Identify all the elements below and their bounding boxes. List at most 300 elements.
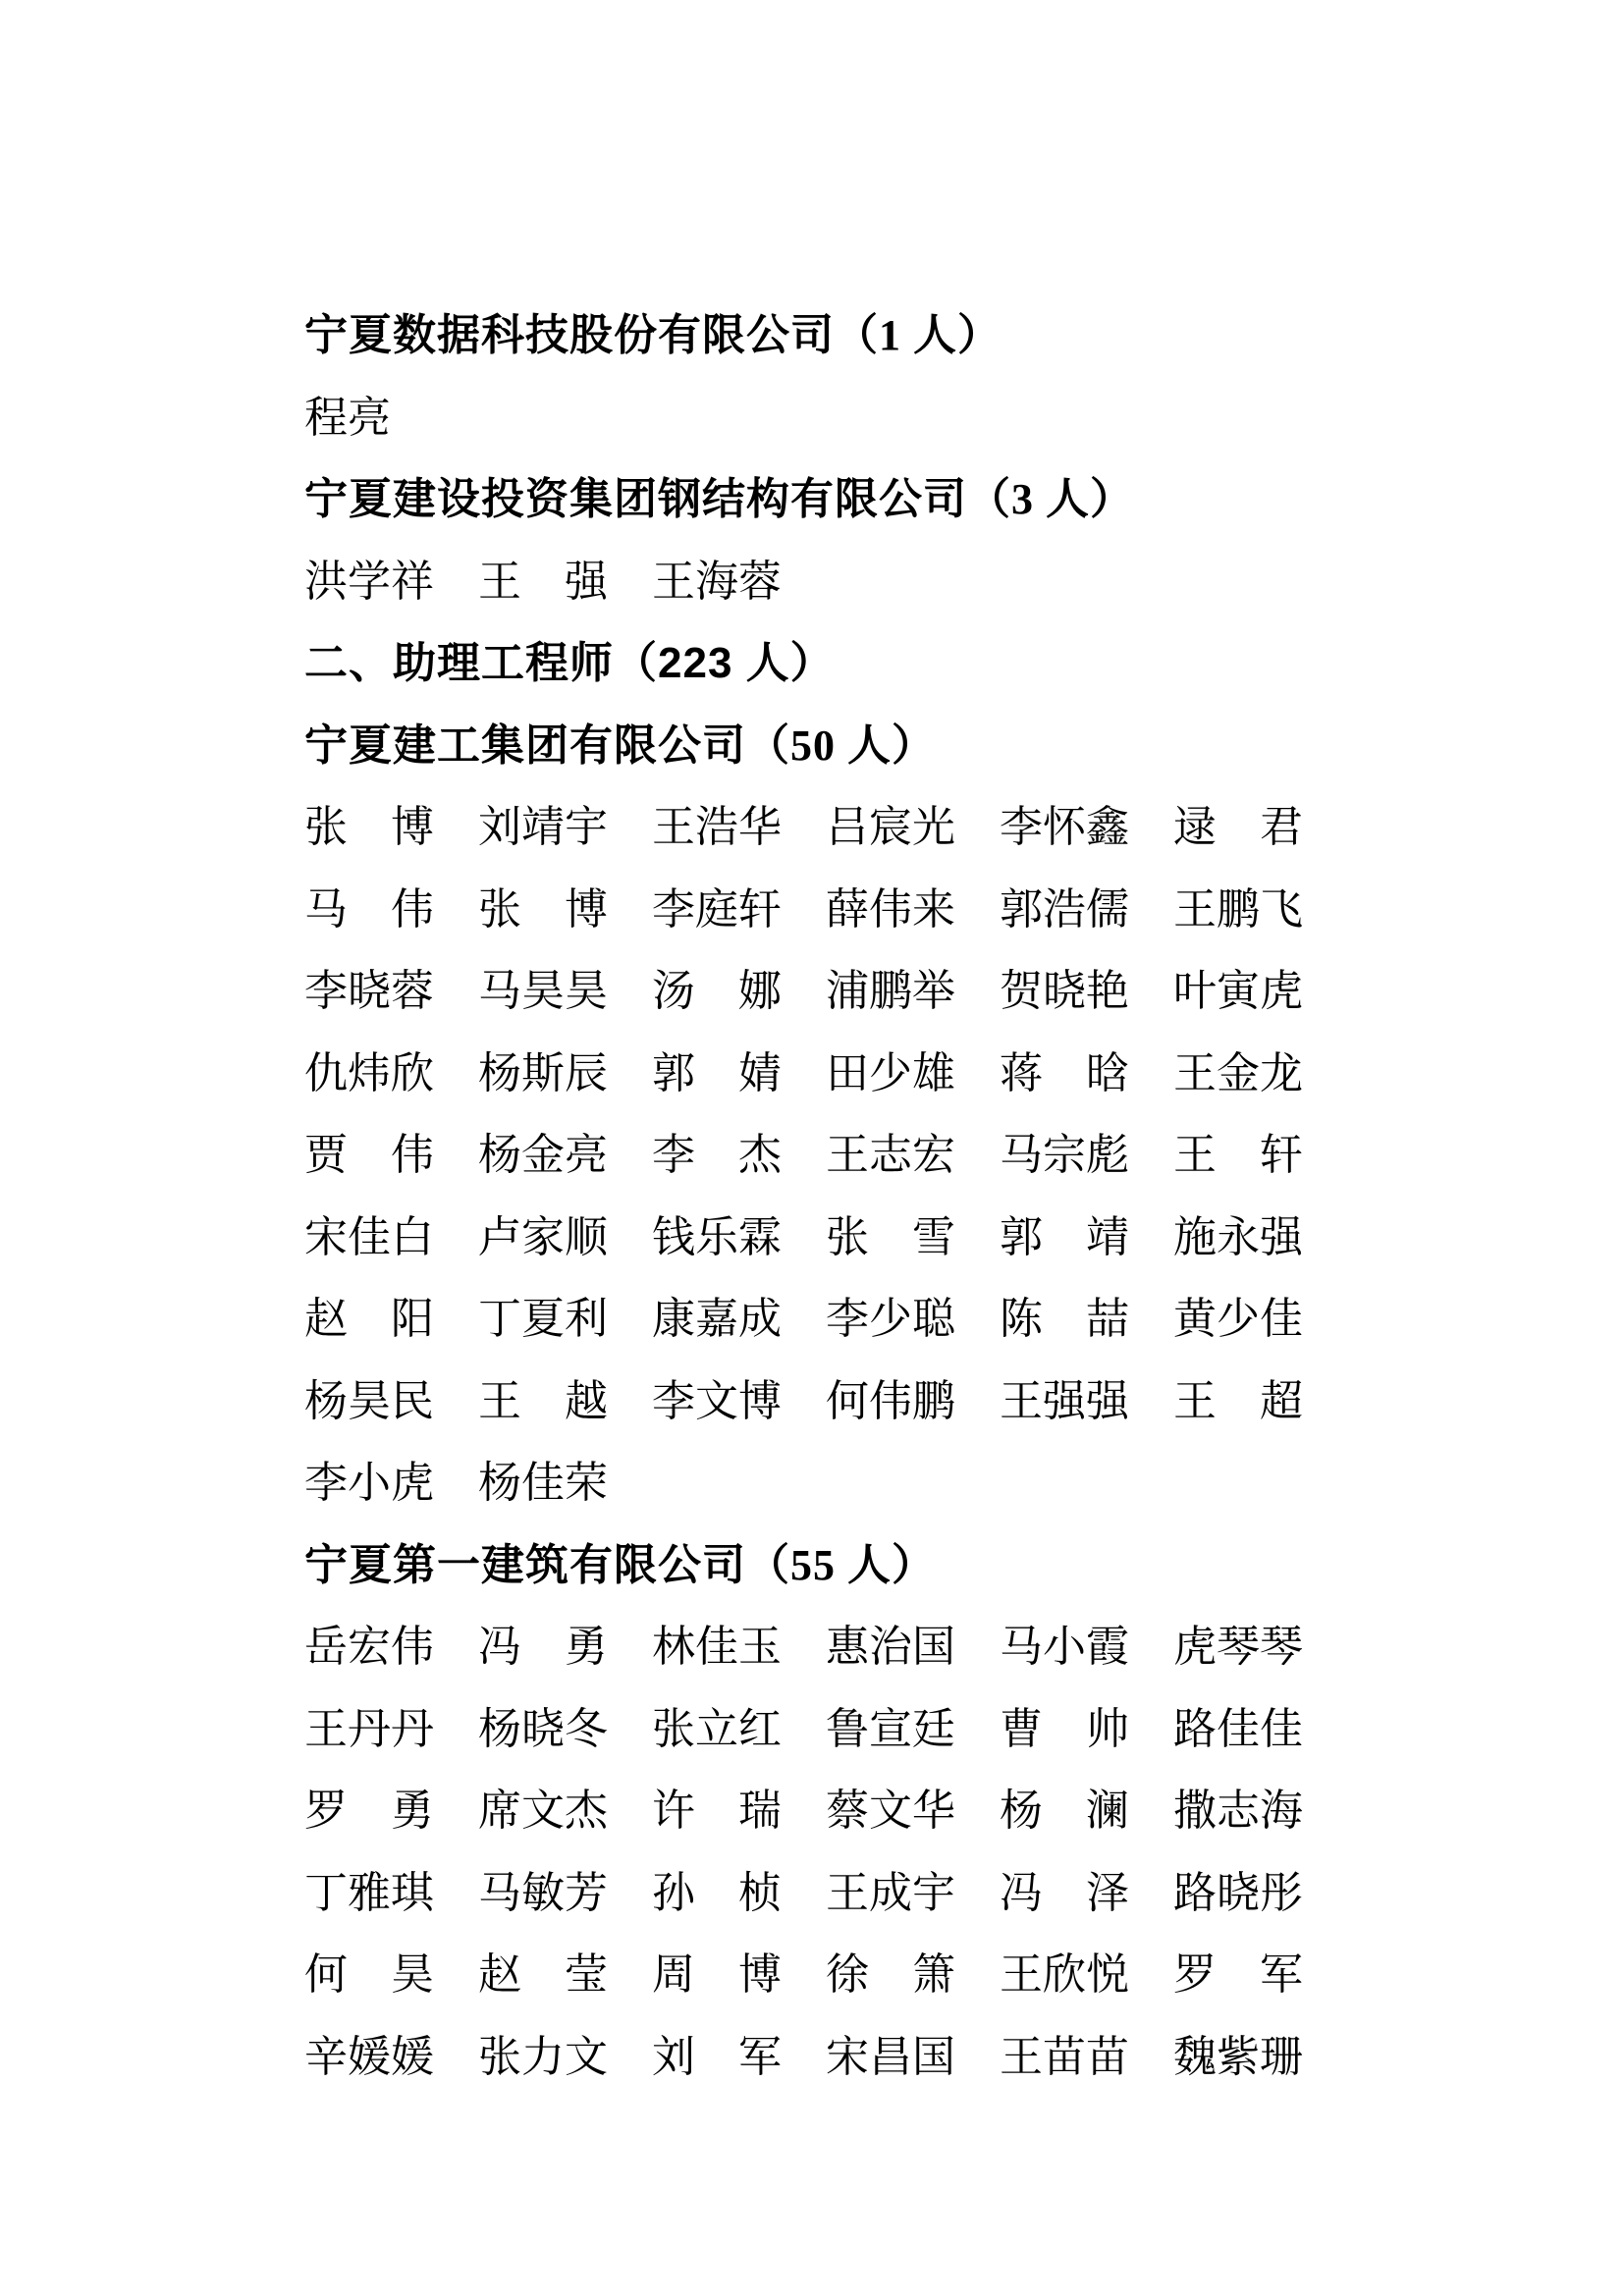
- person-name: [478, 1934, 608, 2016]
- person-name: [826, 950, 955, 1033]
- names-row: [304, 2016, 1303, 2099]
- name-char: 家: [521, 1212, 565, 1261]
- name-char: 吕: [826, 803, 869, 851]
- person-name: [826, 1361, 955, 1443]
- name-char: 成: [738, 1295, 782, 1343]
- name-char: 佳: [1260, 1704, 1303, 1753]
- name-char: 康: [652, 1295, 695, 1343]
- name-char: 媛: [391, 2032, 434, 2081]
- person-name: [1173, 1278, 1303, 1361]
- name-char: 虎: [391, 1459, 434, 1507]
- name-char: 宋: [304, 1212, 348, 1261]
- person-name: [652, 1770, 782, 1852]
- name-char: 鹏: [869, 967, 912, 1015]
- name-char: 瑞: [738, 1787, 782, 1835]
- name-char: 媛: [348, 2032, 391, 2081]
- name-char: 杨: [304, 1376, 348, 1425]
- person-name: [652, 869, 782, 951]
- person-name: [304, 377, 391, 459]
- person-name: [304, 1197, 434, 1279]
- name-char: 金: [1217, 1048, 1260, 1097]
- name-char: 寅: [1217, 967, 1260, 1015]
- name-char: 路: [1173, 1868, 1217, 1917]
- person-name: [304, 1442, 434, 1524]
- person-name: [652, 1278, 782, 1361]
- name-char: 宏: [912, 1131, 955, 1179]
- names-row: [304, 1688, 1303, 1771]
- person-name: [304, 1934, 434, 2016]
- names-row: [304, 1114, 1303, 1197]
- name-char: 顺: [565, 1212, 608, 1261]
- name-char: 罗: [304, 1787, 348, 1835]
- name-char: 小: [1043, 1623, 1086, 1671]
- name-char: 赵: [304, 1295, 348, 1343]
- person-name: [478, 950, 608, 1033]
- person-name: [652, 1033, 782, 1115]
- name-char: 佳: [1260, 1295, 1303, 1343]
- name-char: 马: [304, 884, 348, 934]
- name-char: 叶: [1173, 967, 1217, 1015]
- name-char: 伟: [391, 1131, 434, 1179]
- name-char: 靖: [521, 803, 565, 851]
- name-char: 王: [1173, 1376, 1217, 1425]
- name-char: 辛: [304, 2032, 348, 2081]
- name-char: 玉: [738, 1623, 782, 1671]
- name-char: 举: [912, 967, 955, 1015]
- person-name: [1173, 1197, 1303, 1279]
- name-char: 冯: [1000, 1868, 1043, 1917]
- person-name: [826, 1114, 955, 1197]
- name-char: 金: [521, 1131, 565, 1179]
- name-char: 罗: [1173, 1950, 1217, 1999]
- name-char: 程: [304, 393, 348, 442]
- company-heading: 宁夏建设投资集团钢结构有限公司（3 人）: [304, 475, 1134, 523]
- person-name: [1000, 1033, 1129, 1115]
- name-char: 荣: [565, 1459, 608, 1507]
- name-char: 佳: [521, 1459, 565, 1507]
- name-char: 何: [826, 1376, 869, 1425]
- name-char: 杰: [565, 1787, 608, 1835]
- names-row: [304, 1606, 1303, 1688]
- person-name: [1000, 950, 1129, 1033]
- name-char: 乐: [695, 1212, 738, 1261]
- names-row: [304, 377, 1303, 459]
- name-char: 文: [869, 1787, 912, 1835]
- name-char: 晓: [1217, 1868, 1260, 1917]
- name-char: 曹: [1000, 1704, 1043, 1753]
- name-char: 郭: [1000, 1212, 1043, 1261]
- name-char: 马: [478, 967, 521, 1015]
- name-char: 丹: [348, 1704, 391, 1753]
- person-name: [652, 1852, 782, 1935]
- person-name: [478, 1197, 608, 1279]
- person-name: [826, 1770, 955, 1852]
- person-name: [1000, 1852, 1129, 1935]
- document-body: [304, 294, 1303, 2098]
- name-char: 宋: [826, 2032, 869, 2081]
- person-name: [1173, 1934, 1303, 2016]
- name-char: 亮: [348, 393, 391, 442]
- name-char: 泽: [1086, 1868, 1129, 1917]
- name-char: 聪: [912, 1295, 955, 1343]
- name-char: 海: [695, 557, 738, 606]
- person-name: [478, 1442, 608, 1524]
- name-char: 国: [912, 1623, 955, 1671]
- person-name: [304, 1114, 434, 1197]
- name-char: 鲁: [826, 1704, 869, 1753]
- name-char: 靖: [1086, 1212, 1129, 1261]
- name-char: 雄: [912, 1048, 955, 1097]
- name-char: 国: [912, 2032, 955, 2081]
- name-char: 勇: [391, 1787, 434, 1835]
- name-char: 志: [869, 1131, 912, 1179]
- name-char: 光: [912, 803, 955, 851]
- name-char: 博: [738, 1950, 782, 1999]
- name-char: 博: [391, 803, 434, 851]
- person-name: [478, 1033, 608, 1115]
- name-char: 伟: [391, 884, 434, 934]
- person-name: [652, 786, 782, 869]
- name-char: 斯: [521, 1048, 565, 1097]
- name-char: 逯: [1173, 803, 1217, 851]
- name-char: 宸: [869, 803, 912, 851]
- name-char: 志: [1217, 1787, 1260, 1835]
- names-row: [304, 1934, 1303, 2016]
- company-heading: 宁夏数据科技股份有限公司（1 人）: [304, 311, 1001, 359]
- name-char: 娜: [738, 967, 782, 1015]
- name-char: 杨: [478, 1048, 521, 1097]
- name-char: 卢: [478, 1212, 521, 1261]
- names-row: [304, 1852, 1303, 1935]
- person-name: [652, 1606, 782, 1688]
- name-char: 博: [738, 1376, 782, 1425]
- person-name: [304, 1361, 434, 1443]
- person-name: [652, 1114, 782, 1197]
- person-name: [478, 541, 608, 623]
- name-char: 李: [652, 1376, 695, 1425]
- person-name: [304, 2016, 434, 2099]
- name-char: 郭: [652, 1048, 695, 1097]
- person-name: [304, 1606, 434, 1688]
- name-char: 贺: [1000, 967, 1043, 1015]
- name-char: 艳: [1086, 967, 1129, 1015]
- name-char: 王: [1173, 1131, 1217, 1179]
- name-char: 蔡: [826, 1787, 869, 1835]
- name-char: 晓: [1043, 967, 1086, 1015]
- name-char: 少: [869, 1048, 912, 1097]
- person-name: [1000, 1770, 1129, 1852]
- name-char: 席: [478, 1787, 521, 1835]
- name-char: 宏: [348, 1623, 391, 1671]
- person-name: [1000, 1688, 1129, 1771]
- name-char: 撒: [1173, 1787, 1217, 1835]
- name-char: 霖: [738, 1212, 782, 1261]
- name-char: 庭: [695, 884, 738, 934]
- name-char: 鹏: [1217, 884, 1260, 934]
- name-char: 杨: [478, 1131, 521, 1179]
- person-name: [826, 2016, 955, 2099]
- name-char: 林: [652, 1623, 695, 1671]
- name-char: 欣: [391, 1048, 434, 1097]
- name-char: 祥: [391, 557, 434, 606]
- names-row: [304, 786, 1303, 869]
- names-row: [304, 1197, 1303, 1279]
- person-name: [304, 869, 434, 951]
- name-char: 佳: [1217, 1704, 1260, 1753]
- name-char: 琪: [391, 1868, 434, 1917]
- name-char: 张: [478, 2032, 521, 2081]
- name-char: 军: [1260, 1950, 1303, 1999]
- person-name: [826, 1606, 955, 1688]
- name-char: 成: [869, 1868, 912, 1917]
- name-char: 强: [1260, 1212, 1303, 1261]
- person-name: [1173, 2016, 1303, 2099]
- name-char: 虎: [1260, 967, 1303, 1015]
- person-name: [826, 1278, 955, 1361]
- name-char: 霞: [1086, 1623, 1129, 1671]
- names-row: [304, 1770, 1303, 1852]
- company-heading: 宁夏第一建筑有限公司（55 人）: [304, 1540, 936, 1589]
- name-char: 华: [738, 803, 782, 851]
- person-name: [478, 1770, 608, 1852]
- name-char: 王: [478, 557, 521, 606]
- person-name: [1000, 2016, 1129, 2099]
- name-char: 虎: [1173, 1623, 1217, 1671]
- name-char: 王: [1000, 1376, 1043, 1425]
- names-row: [304, 1361, 1303, 1443]
- name-char: 汤: [652, 967, 695, 1015]
- person-name: [1173, 1688, 1303, 1771]
- name-char: 丁: [304, 1868, 348, 1917]
- name-char: 许: [652, 1787, 695, 1835]
- person-name: [1173, 869, 1303, 951]
- name-char: 冬: [565, 1704, 608, 1753]
- name-char: 王: [652, 803, 695, 851]
- name-char: 澜: [1086, 1787, 1129, 1835]
- name-char: 强: [565, 557, 608, 606]
- name-char: 佳: [348, 1212, 391, 1261]
- name-char: 钱: [652, 1212, 695, 1261]
- name-char: 徐: [826, 1950, 869, 1999]
- name-char: 王: [652, 557, 695, 606]
- person-name: [652, 950, 782, 1033]
- person-name: [826, 1688, 955, 1771]
- name-char: 杨: [1000, 1787, 1043, 1835]
- name-char: 轩: [738, 884, 782, 934]
- person-name: [478, 1688, 608, 1771]
- name-char: 彤: [1260, 1868, 1303, 1917]
- name-char: 晓: [521, 1704, 565, 1753]
- name-char: 军: [738, 2032, 782, 2081]
- person-name: [478, 1361, 608, 1443]
- name-char: 昊: [521, 967, 565, 1015]
- name-char: 勇: [565, 1623, 608, 1671]
- name-char: 轩: [1260, 1131, 1303, 1179]
- name-char: 婧: [738, 1048, 782, 1097]
- name-char: 浩: [1043, 884, 1086, 934]
- person-name: [652, 541, 782, 623]
- name-char: 张: [478, 884, 521, 934]
- name-char: 来: [912, 884, 955, 934]
- name-char: 少: [1217, 1295, 1260, 1343]
- name-char: 晗: [1086, 1048, 1129, 1097]
- name-char: 李: [1000, 803, 1043, 851]
- person-name: [826, 1934, 955, 2016]
- name-char: 亮: [565, 1131, 608, 1179]
- name-char: 伟: [869, 1376, 912, 1425]
- name-char: 贾: [304, 1131, 348, 1179]
- person-name: [652, 2016, 782, 2099]
- name-char: 宣: [869, 1704, 912, 1753]
- person-name: [826, 1197, 955, 1279]
- name-char: 治: [869, 1623, 912, 1671]
- name-char: 华: [912, 1787, 955, 1835]
- name-char: 雅: [348, 1868, 391, 1917]
- person-name: [1000, 1606, 1129, 1688]
- name-char: 红: [738, 1704, 782, 1753]
- person-name: [478, 1278, 608, 1361]
- name-char: 君: [1260, 803, 1303, 851]
- person-name: [304, 1688, 434, 1771]
- name-char: 蓉: [738, 557, 782, 606]
- name-char: 永: [1217, 1212, 1260, 1261]
- person-name: [1000, 1361, 1129, 1443]
- person-name: [478, 1606, 608, 1688]
- name-char: 伟: [869, 884, 912, 934]
- name-char: 郭: [1000, 884, 1043, 934]
- name-char: 文: [565, 2032, 608, 2081]
- name-char: 马: [478, 1868, 521, 1917]
- name-char: 箫: [912, 1950, 955, 1999]
- person-name: [1173, 786, 1303, 869]
- person-name: [652, 1361, 782, 1443]
- person-name: [652, 1934, 782, 2016]
- name-char: 敏: [521, 1868, 565, 1917]
- name-char: 浩: [695, 803, 738, 851]
- person-name: [1173, 950, 1303, 1033]
- person-name: [1000, 1934, 1129, 2016]
- name-char: 炜: [348, 1048, 391, 1097]
- name-char: 薛: [826, 884, 869, 934]
- name-char: 龙: [1260, 1048, 1303, 1097]
- name-char: 李: [652, 884, 695, 934]
- name-char: 杰: [738, 1131, 782, 1179]
- person-name: [652, 1688, 782, 1771]
- name-char: 周: [652, 1950, 695, 1999]
- name-char: 陈: [1000, 1295, 1043, 1343]
- name-char: 王: [1173, 884, 1217, 934]
- name-char: 喆: [1086, 1295, 1129, 1343]
- person-name: [304, 950, 434, 1033]
- name-char: 博: [565, 884, 608, 934]
- person-name: [826, 1033, 955, 1115]
- name-char: 马: [1000, 1623, 1043, 1671]
- name-char: 阳: [391, 1295, 434, 1343]
- name-char: 强: [1043, 1376, 1086, 1425]
- name-char: 昊: [348, 1376, 391, 1425]
- person-name: [826, 869, 955, 951]
- name-char: 仇: [304, 1048, 348, 1097]
- person-name: [478, 786, 608, 869]
- name-char: 杨: [478, 1459, 521, 1507]
- person-name: [478, 1852, 608, 1935]
- name-char: 芳: [565, 1868, 608, 1917]
- name-char: 昌: [869, 2032, 912, 2081]
- name-char: 施: [1173, 1212, 1217, 1261]
- person-name: [1173, 1852, 1303, 1935]
- name-char: 利: [565, 1295, 608, 1343]
- name-char: 马: [1000, 1131, 1043, 1179]
- name-char: 丁: [478, 1295, 521, 1343]
- name-char: 文: [695, 1376, 738, 1425]
- name-char: 苗: [1043, 2032, 1086, 2081]
- person-name: [304, 1033, 434, 1115]
- name-char: 蒋: [1000, 1048, 1043, 1097]
- name-char: 海: [1260, 1787, 1303, 1835]
- name-char: 超: [1260, 1376, 1303, 1425]
- name-char: 嘉: [695, 1295, 738, 1343]
- name-char: 桢: [738, 1868, 782, 1917]
- name-char: 岳: [304, 1623, 348, 1671]
- person-name: [478, 2016, 608, 2099]
- name-char: 张: [304, 803, 348, 851]
- name-char: 王: [478, 1376, 521, 1425]
- name-char: 莹: [565, 1950, 608, 1999]
- name-char: 冯: [478, 1623, 521, 1671]
- person-name: [1173, 1770, 1303, 1852]
- name-char: 路: [1173, 1704, 1217, 1753]
- person-name: [304, 541, 434, 623]
- name-char: 黄: [1173, 1295, 1217, 1343]
- name-char: 魏: [1173, 2032, 1217, 2081]
- names-row: [304, 950, 1303, 1033]
- name-char: 鑫: [1086, 803, 1129, 851]
- name-char: 李: [304, 967, 348, 1015]
- person-name: [652, 1197, 782, 1279]
- name-char: 丹: [391, 1704, 434, 1753]
- person-name: [1000, 786, 1129, 869]
- name-char: 王: [304, 1704, 348, 1753]
- name-char: 学: [348, 557, 391, 606]
- name-char: 晓: [348, 967, 391, 1015]
- name-char: 鹏: [912, 1376, 955, 1425]
- name-char: 李: [652, 1131, 695, 1179]
- name-char: 雪: [912, 1212, 955, 1261]
- name-char: 悦: [1086, 1950, 1129, 1999]
- names-row: [304, 541, 1303, 623]
- person-name: [826, 786, 955, 869]
- name-char: 琴: [1260, 1623, 1303, 1671]
- name-char: 昊: [565, 967, 608, 1015]
- name-char: 怀: [1043, 803, 1086, 851]
- person-name: [304, 1852, 434, 1935]
- company-heading: 宁夏建工集团有限公司（50 人）: [304, 721, 936, 770]
- person-name: [1173, 1606, 1303, 1688]
- person-name: [478, 1114, 608, 1197]
- person-name: [1000, 1278, 1129, 1361]
- name-char: 杨: [478, 1704, 521, 1753]
- name-char: 越: [565, 1376, 608, 1425]
- name-char: 力: [521, 2032, 565, 2081]
- name-char: 帅: [1086, 1704, 1129, 1753]
- person-name: [478, 869, 608, 951]
- name-char: 田: [826, 1048, 869, 1097]
- name-char: 王: [1000, 2032, 1043, 2081]
- name-char: 夏: [521, 1295, 565, 1343]
- names-row: [304, 1278, 1303, 1361]
- name-char: 强: [1086, 1376, 1129, 1425]
- name-char: 苗: [1086, 2032, 1129, 2081]
